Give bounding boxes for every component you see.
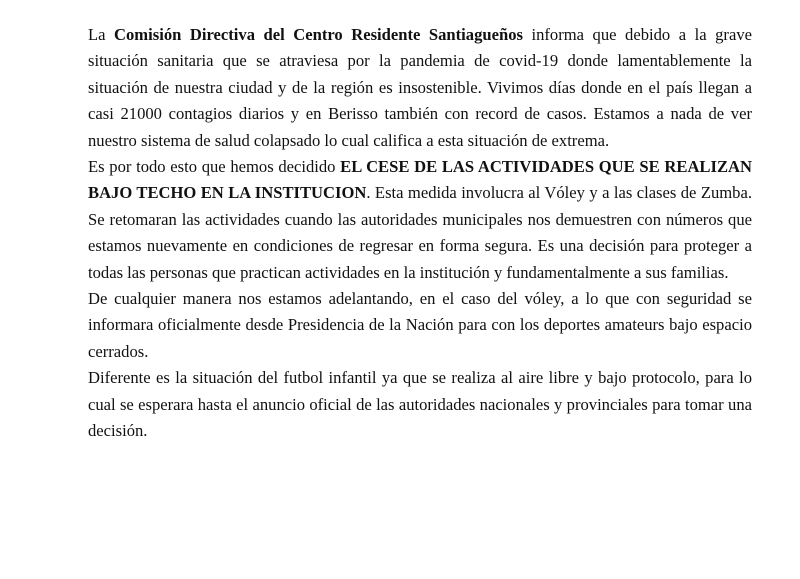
document-body	[88, 22, 752, 445]
paragraph-2-body: . Esta medida involucra al Vóley y a las clases de Zumba. Se retomaran las actividades cuando las autoridades municipales nos demuestren con números que estamos nuevamente en condiciones de regresar en forma segura. Es una decisión para proteger a todas las personas que practican actividades en la institución y fundamentalmente a sus familias.	[88, 183, 752, 282]
paragraph-1-body: informa que debido a la grave situación sanitaria que se atraviesa por la pandemia de covid-19 donde lamentablemente la situación de nuestra ciudad y de la región es insostenible. Vivimos días donde en el país llegan a casi 21000 contagios diarios y en Berisso también con record de casos. Estamos a nada de ver nuestro sistema de salud colapsado lo cual califica a esta situación de extrema.	[88, 25, 752, 150]
paragraph-football	[88, 365, 752, 444]
paragraph-2-intro: Es por todo esto que hemos decidido	[88, 157, 341, 177]
paragraph-announcement	[88, 22, 752, 154]
decision-statement: EL CESE DE LAS ACTIVIDADES QUE SE REALIZAN BAJO TECHO EN LA INSTITUCION	[88, 157, 752, 203]
paragraph-3-text: De cualquier manera nos estamos adelantando, en el caso del vóley, a lo que con seguridad se informara oficialmente desde Presidencia de la Nación para con los deportes amateurs bajo espacio cerrados.	[88, 289, 752, 361]
paragraph-4-text: Diferente es la situación del futbol infantil ya que se realiza al aire libre y bajo protocolo, para lo cual se esperara hasta el anuncio oficial de las autoridades nacionales y provinciales para tomar una decisión.	[88, 368, 752, 441]
paragraph-volleyball	[88, 286, 752, 365]
paragraph-1-intro: La	[88, 25, 115, 44]
organization-name: Comisión Directiva del Centro Residente Santiagueños	[114, 25, 523, 44]
paragraph-decision	[88, 154, 752, 286]
